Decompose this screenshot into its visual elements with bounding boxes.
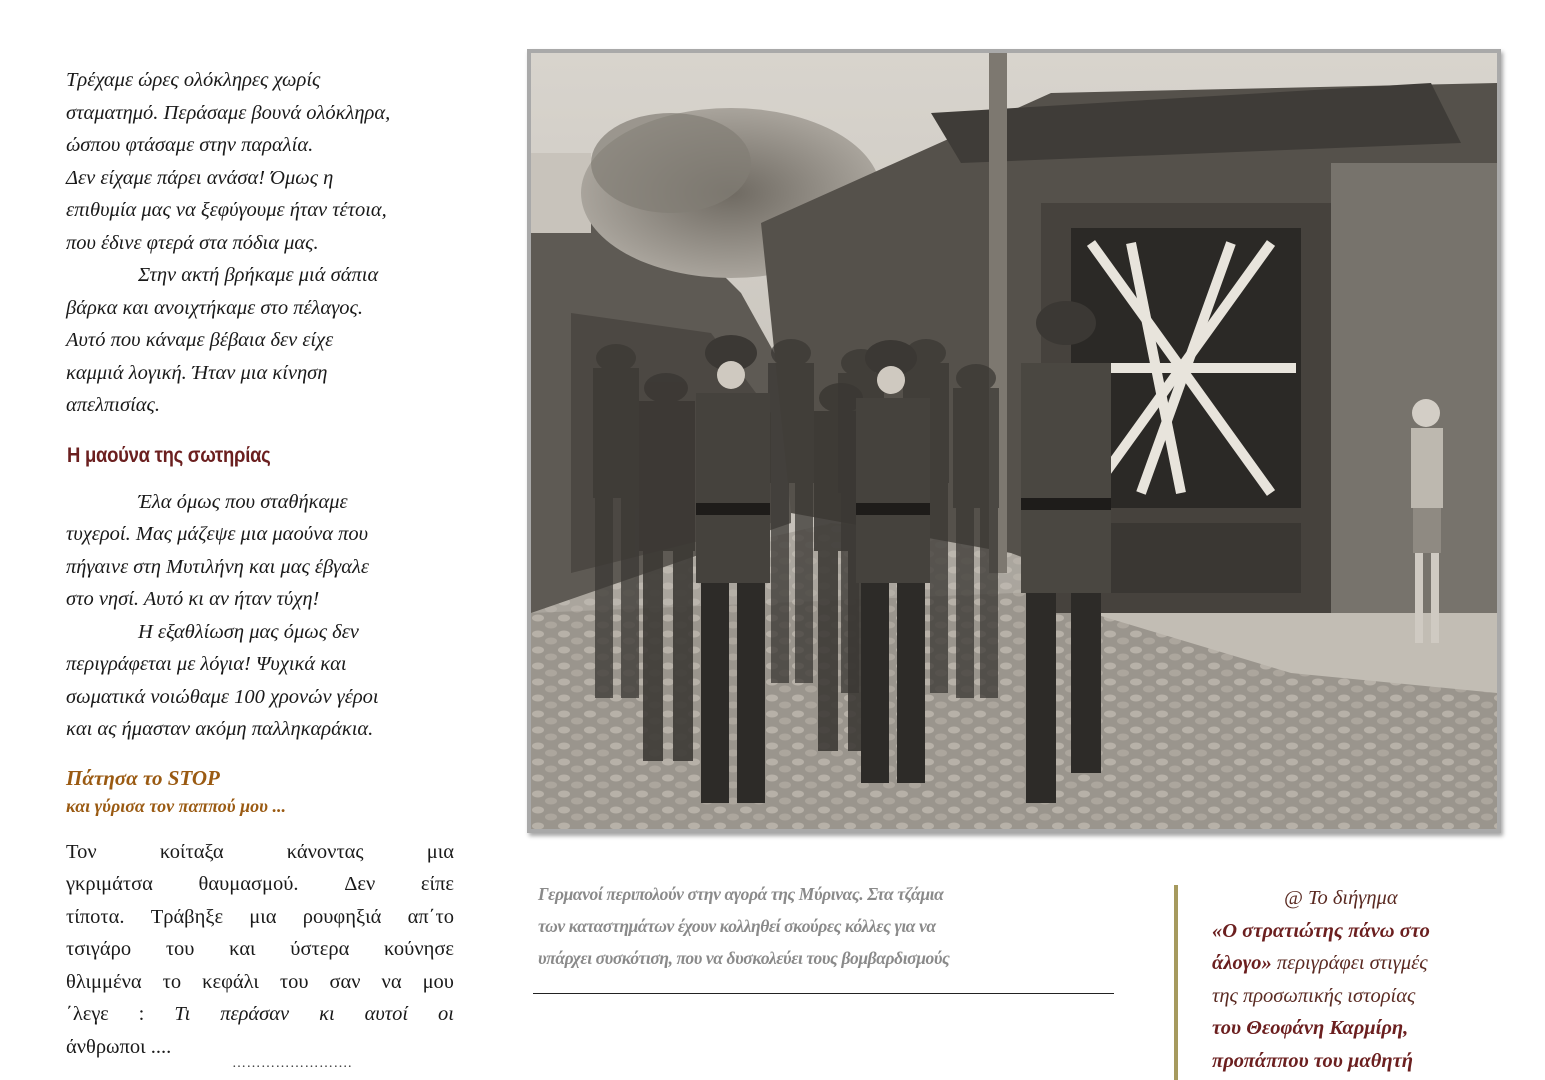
final-paragraph [66, 836, 454, 1064]
word: Δεν [344, 873, 376, 895]
intro-paragraph [66, 64, 454, 259]
justified-line [66, 998, 454, 1031]
caption-line: υπάρχει συσκότιση, που να δυσκολεύει τους βομβαρδισμούς [538, 948, 950, 968]
word: Τι [174, 1003, 191, 1025]
word: κεφάλι [202, 970, 259, 993]
stop-heading [66, 764, 454, 820]
side-note-text: περιγράφει στιγμές [1271, 952, 1428, 974]
side-note-text: της προσωπικής ιστορίας [1212, 984, 1416, 1007]
side-note-intro: @ Το διήγημα [1284, 887, 1398, 909]
ellipsis-divider: ……………………. [232, 1056, 352, 1071]
text-line: Στην ακτή βρήκαμε μιά σάπια [138, 264, 379, 286]
justified-line [66, 868, 454, 901]
text-line: Τρέχαμε ώρες ολόκληρες χωρίς [66, 69, 321, 91]
side-note-title-line [1212, 915, 1512, 948]
text-line: βάρκα και ανοιχτήκαμε στο πέλαγος. [66, 296, 363, 319]
word: ύστερα [290, 938, 350, 960]
story-title: «Ο στρατιώτης πάνω στο [1212, 919, 1430, 942]
stop-heading-line: Πάτησα το STOP [66, 765, 220, 790]
text-line: Έλα όμως που σταθήκαμε [138, 490, 348, 513]
historical-photo [527, 49, 1501, 833]
text-line: τυχεροί. Μας μάζεψε μια μαούνα που [66, 523, 369, 545]
text-line: στο νησί. Αυτό κι αν ήταν τύχη! [66, 588, 320, 610]
word: κούνησε [384, 938, 454, 960]
word: μια [249, 905, 277, 928]
word: κι [319, 1003, 335, 1025]
word: το [162, 970, 182, 993]
justified-line [66, 836, 454, 869]
justified-line [66, 901, 454, 934]
shore-paragraph [66, 259, 454, 422]
text-line: Δεν είχαμε πάρει ανάσα! Όμως η [66, 166, 334, 189]
text-line: καμμιά λογική. Ήταν μια κίνηση [66, 361, 328, 384]
word: περάσαν [220, 1003, 290, 1025]
word: μου [422, 970, 454, 993]
side-note-title-line [1212, 947, 1512, 980]
text-line: ώσπου φτάσαμε στην παραλία. [66, 134, 314, 156]
word: αυτοί [364, 1003, 409, 1025]
text-line: περιγράφεται με λόγια! Ψυχικά και [66, 653, 347, 675]
side-note-author: του Θεοφάνη Καρμίρη, [1212, 1017, 1409, 1039]
section-heading: Η μαούνα της σωτηρίας [67, 443, 271, 467]
text-line: πήγαινε στη Μυτιλήνη και μας έβγαλε [66, 555, 369, 578]
photo-caption [538, 878, 1098, 974]
text-line: σωματικά νοιώθαμε 100 χρονών γέροι [66, 685, 379, 708]
word: ΄λεγε [66, 1003, 109, 1025]
text-line: Αυτό που κάναμε βέβαια δεν είχε [66, 329, 334, 351]
justified-line [66, 966, 454, 999]
side-note-accent-bar [1174, 885, 1178, 1080]
soldiers-marching-photo [531, 53, 1497, 829]
word: σαν [329, 970, 361, 993]
word: ρουφηξιά [302, 905, 382, 928]
luck-paragraph [66, 486, 454, 616]
word: του [279, 970, 309, 993]
word: να [381, 970, 402, 993]
word: απ΄το [407, 905, 454, 928]
word: κοίταξα [159, 840, 224, 863]
word: γκριμάτσα [66, 873, 153, 895]
caption-line: Γερμανοί περιπολούν στην αγορά της Μύρινας. Στα τζάμια [538, 884, 944, 904]
side-note [1212, 882, 1512, 1077]
text-line: και ας ήμασταν ακόμη παλληκαράκια. [66, 718, 374, 740]
word: μια [426, 840, 454, 863]
misery-paragraph [66, 616, 454, 746]
word: τσιγάρο [66, 938, 132, 960]
word: τίποτα. [66, 905, 125, 928]
text-line: Η εξαθλίωση μας όμως δεν [138, 620, 359, 643]
justified-line-last: άνθρωποι .... [66, 1035, 172, 1058]
text-line: απελπισίας. [66, 394, 160, 416]
word: και [229, 938, 256, 960]
story-column [66, 64, 454, 1063]
side-note-author-relation: προπάππου του μαθητή [1212, 1049, 1413, 1072]
word: : [138, 1003, 145, 1025]
word: κάνοντας [286, 840, 364, 863]
word: Τον [66, 840, 97, 863]
justified-line [66, 933, 454, 966]
stop-heading-subline: και γύρισα τον παππού μου ... [66, 795, 286, 816]
text-line: σταματημό. Περάσαμε βουνά ολόκληρα, [66, 101, 391, 124]
word: οι [438, 1003, 454, 1025]
text-line: επιθυμία μας να ξεφύγουμε ήταν τέτοια, [66, 199, 387, 221]
word: θλιμμένα [66, 970, 142, 993]
word: θαυμασμού. [198, 873, 299, 895]
caption-divider [533, 993, 1114, 994]
caption-line: των καταστημάτων έχουν κολληθεί σκούρες κόλλες για να [538, 916, 936, 936]
story-title-end: άλογο» [1212, 952, 1272, 974]
word: του [165, 938, 195, 960]
word: είπε [420, 873, 454, 895]
word: Τράβηξε [150, 905, 224, 928]
text-line: που έδινε φτερά στα πόδια μας. [66, 231, 319, 254]
